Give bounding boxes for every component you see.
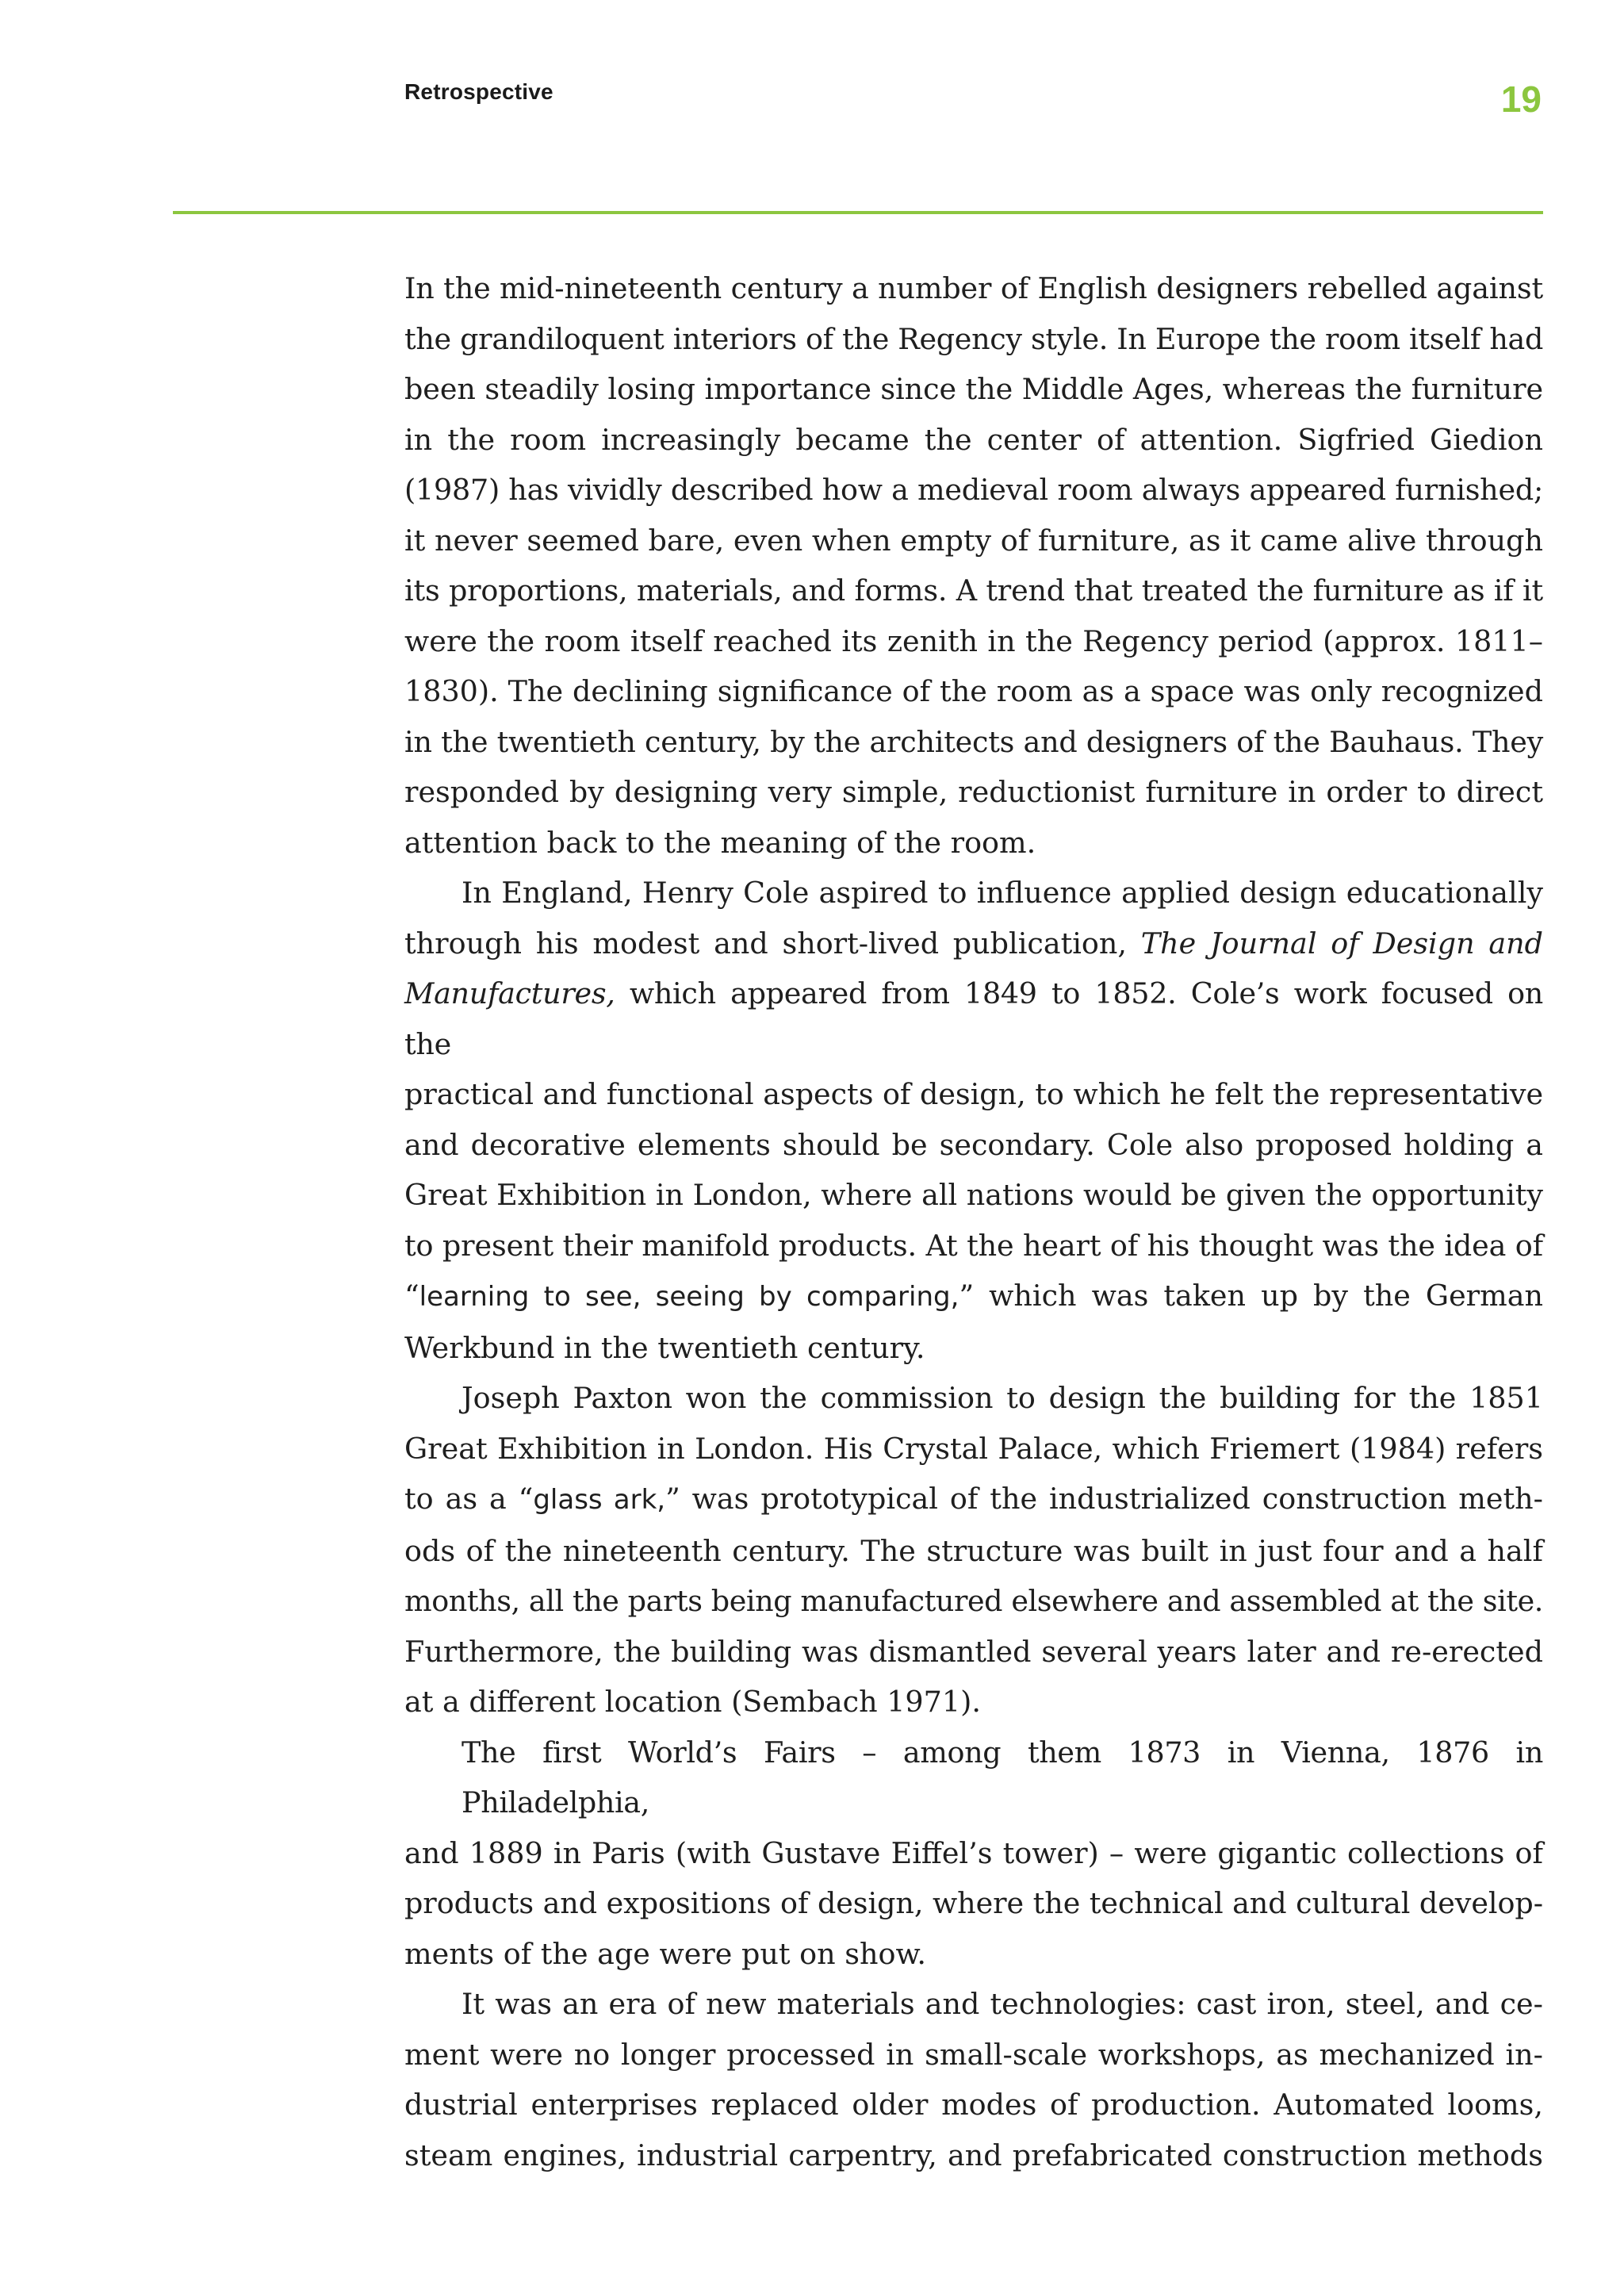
- text-line: products and expositions of design, where the technical and cultural develop-: [404, 1886, 1543, 1920]
- text-line: [404, 918, 1543, 969]
- body-text: [404, 263, 1543, 2180]
- text-line: and 1889 in Paris (with Gustave Eiffel’s tower) – were gigantic collections of: [404, 1835, 1543, 1870]
- text-line: been steadily losing importance since the Middle Ages, whereas the furniture: [404, 372, 1543, 406]
- text-line: Great Exhibition in London, where all nations would be given the opportunity: [404, 1178, 1543, 1212]
- text-run: through his modest and short-lived publication,: [404, 926, 1141, 961]
- text-line: the grandiloquent interiors of the Regency style. In Europe the room itself had: [404, 321, 1544, 356]
- text-line: it never seemed bare, even when empty of furniture, as it came alive through: [404, 523, 1543, 558]
- text-line: responded by designing very simple, reductionist furniture in order to direct: [404, 775, 1543, 809]
- text-line: Great Exhibition in London. His Crystal Palace, which Friemert (1984) refers: [404, 1431, 1543, 1466]
- text-line: Furthermore, the building was dismantled several years later and re-erected: [404, 1634, 1543, 1669]
- publication-title: The Journal of Design and: [1140, 926, 1543, 961]
- quoted-phrase: learning to see, seeing by comparing,: [419, 1281, 959, 1313]
- text-line: in the room increasingly became the center of attention. Sigfried Giedion: [404, 422, 1543, 457]
- text-line: ods of the nineteenth century. The structure was built in just four and a half: [404, 1533, 1543, 1568]
- text-line: attention back to the meaning of the room.: [404, 825, 1036, 860]
- text-line: at a different location (Sembach 1971).: [404, 1685, 981, 1719]
- paragraph: [404, 1979, 1543, 2180]
- text-line: [404, 1271, 1543, 1323]
- text-run: “: [404, 1279, 419, 1313]
- paragraph: [404, 868, 1543, 1373]
- text-line: 1830). The declining significance of the room as a space was only recognized: [404, 674, 1543, 708]
- text-line: [404, 968, 1543, 1069]
- text-run: to as a “: [404, 1482, 534, 1516]
- text-line: (1987) has vividly described how a medieval room always appeared furnished;: [404, 473, 1543, 507]
- quoted-phrase: glass ark,: [533, 1484, 666, 1516]
- paragraph: [404, 1727, 1543, 1980]
- text-line: [404, 1474, 1543, 1526]
- text-line: dustrial enterprises replaced older modes of production. Automated looms,: [404, 2088, 1543, 2122]
- publication-title: Manufactures,: [404, 976, 615, 1010]
- text-line: and decorative elements should be secondary. Cole also proposed holding a: [404, 1127, 1543, 1162]
- text-line: months, all the parts being manufactured elsewhere and assembled at the site.: [404, 1584, 1543, 1618]
- running-head: Retrospective: [404, 79, 553, 104]
- text-line: practical and functional aspects of design, to which he felt the representative: [404, 1077, 1544, 1111]
- paragraph: [404, 1373, 1543, 1727]
- text-line: In the mid-nineteenth century a number of English designers rebelled against: [404, 271, 1543, 305]
- text-line: steam engines, industrial carpentry, and prefabricated construction methods: [404, 2138, 1543, 2172]
- text-line: ments of the age were put on show.: [404, 1936, 926, 1971]
- text-line: Joseph Paxton won the commission to design the building for the 1851: [462, 1381, 1543, 1415]
- text-line: In England, Henry Cole aspired to influence applied design educationally: [462, 876, 1543, 910]
- text-line: were the room itself reached its zenith in the Regency period (approx. 1811–: [404, 623, 1543, 658]
- paragraph: [404, 263, 1543, 868]
- text-line: It was an era of new materials and technologies: cast iron, steel, and ce-: [462, 1987, 1543, 2021]
- header-rule: [173, 211, 1543, 214]
- text-run: which appeared from 1849 to 1852. Cole’s work focused on the: [404, 976, 1543, 1061]
- page-number: 19: [1500, 79, 1542, 120]
- text-line: Werkbund in the twentieth century.: [404, 1330, 925, 1365]
- text-run: ” which was taken up by the German: [959, 1279, 1544, 1313]
- text-line: ment were no longer processed in small-scale workshops, as mechanized in-: [404, 2037, 1543, 2072]
- text-line: in the twentieth century, by the architects and designers of the Bauhaus. They: [404, 724, 1543, 759]
- text-run: ” was prototypical of the industrialized construction meth-: [665, 1482, 1543, 1516]
- text-line: its proportions, materials, and forms. A trend that treated the furniture as if it: [404, 573, 1543, 608]
- text-line: to present their manifold products. At the heart of his thought was the idea of: [404, 1228, 1543, 1263]
- text-line: The first World’s Fairs – among them 1873 in Vienna, 1876 in Philadelphia,: [462, 1735, 1543, 1819]
